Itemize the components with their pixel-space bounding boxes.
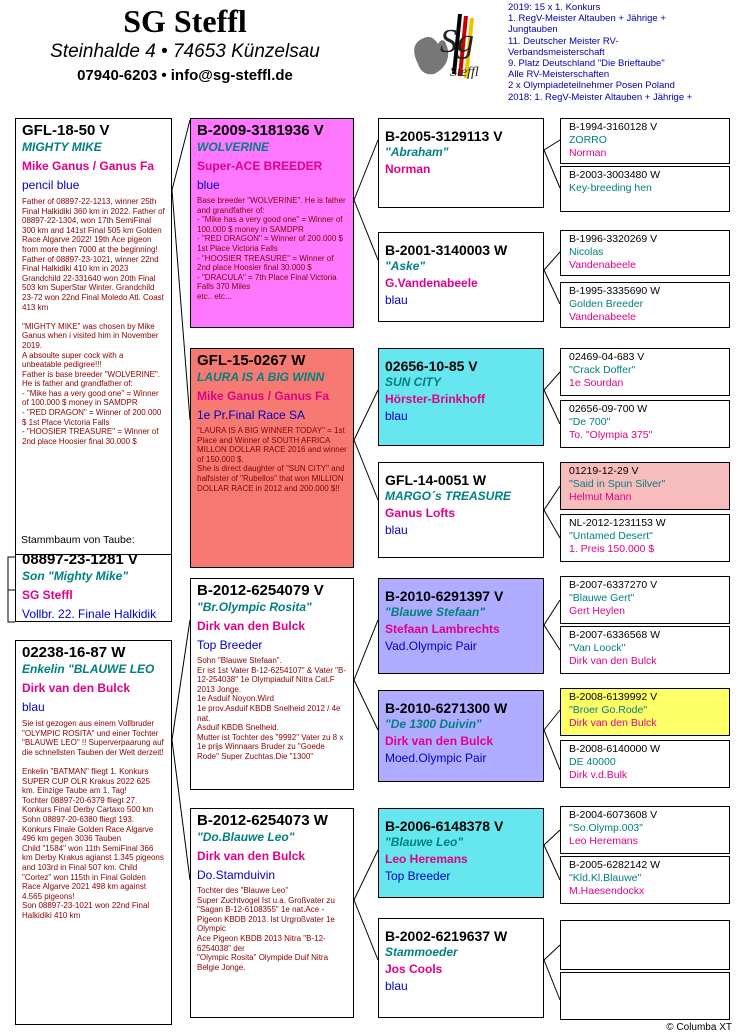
achievement-line: 11. Deutscher Meister RV-: [508, 35, 619, 47]
gen3-breeder: Dirk van den Bulck: [385, 734, 494, 748]
gen4-name: Nicolas: [569, 246, 604, 258]
gen2-ring: B-2012-6254073 W: [197, 812, 328, 829]
gen3-color: blau: [385, 293, 408, 307]
gen3-ring: B-2006-6148378 V: [385, 818, 504, 834]
dam-name: Enkelin "BLAUWE LEO: [22, 662, 155, 676]
sire-ring: GFL-18-50 V: [22, 122, 110, 139]
gen4-ring: B-2005-6282142 W: [569, 859, 661, 871]
gen3-breeder: Leo Heremans: [385, 852, 468, 866]
gen4-name: Key-breeding hen: [569, 182, 652, 194]
subject-card[interactable]: [15, 545, 172, 622]
gen4-card[interactable]: [560, 230, 730, 276]
dam-description: Sie ist gezogen aus einem Vollbruder "OLYMPIC ROSITA" und einer Tochter "BLAUWE LEO" !! Superverpaarung auf die schnellsten Tauben der Welt derzeit! Enkelin "BATMAN" fliegt 1. Konkurs SUPER CUP OLR Krakus 2022 625 km. Einzige Taube am 1. Tag! Tochter 08897-20-6379 fliegt 27. Konkurs Final Derby Cartaxo 500 km Sohn 08897-20-6380 fliegt 193. Konkurs Finale Golden Race Algarve 496 km gegen 3036 Tauben Child "1584" won 11th SemiFinal 366 km Derby Krakus agianst 1.345 pigeons and 103rd in Final 507 km. Child "Cortez" won 115th in Final Golden Race Algarve 2021 498 km against 4.565 pigeons! Son 08897-23-1021 won 22nd Final Halkidiki 410 km: [22, 719, 164, 920]
sire-breeder: Mike Ganus / Ganus Fa: [22, 159, 155, 173]
achievement-line: Verbandsmeisterschaft: [508, 46, 605, 58]
gen3-breeder: G.Vandenabeele: [385, 276, 478, 290]
gen4-ring: B-1995-3335690 W: [569, 285, 661, 297]
gen4-ring: 01219-12-29 V: [569, 465, 639, 477]
sire-name: MIGHTY MIKE: [22, 140, 102, 154]
subject-ring: 08897-23-1281 V: [22, 551, 138, 568]
gen4-ring: 02469-04-683 V: [569, 351, 645, 363]
gen4-name: "Crack Doffer": [569, 364, 636, 376]
gen4-card[interactable]: [560, 920, 730, 970]
achievement-line: Jungtauben: [508, 24, 558, 36]
gen4-name: "So.Olymp.003": [569, 822, 643, 834]
gen4-card[interactable]: [560, 118, 730, 164]
gen4-breeder: Vandenabeele: [569, 259, 636, 271]
gen4-ring: B-2004-6073608 V: [569, 809, 658, 821]
gen4-breeder: Gert Heylen: [569, 605, 626, 617]
gen2-description: Tochter des "Blauwe Leo" Super Zuchtvogel Ist u.a. Großvater zu "Sagan B-12-6108355" 1e nat.Ace - Pigeon KBDB 2013. Ist Urgroßvater 1e Olympic Ace Pigeon KBDB 2013 Nitra "B-12-6254038" der "Olympic Rosita" Olympide Duif Nitra Belgie Jonge.: [197, 886, 335, 972]
gen3-name: "Blauwe Stefaan": [385, 605, 486, 619]
gen3-card[interactable]: [378, 462, 544, 558]
gen2-breeder: Mike Ganus / Ganus Fa: [197, 389, 330, 403]
gen2-ring: B-2012-6254079 V: [197, 582, 324, 599]
gen3-card[interactable]: [378, 348, 544, 446]
gen3-name: "Abraham": [385, 145, 449, 159]
gen4-breeder: Dirk van den Bulck: [569, 717, 657, 729]
club-logo: [398, 4, 494, 94]
gen4-ring: B-2007-6337270 V: [569, 579, 658, 591]
gen2-color: 1e Pr.Final Race SA: [197, 408, 306, 422]
gen2-name: "Do.Blauwe Leo": [197, 830, 295, 844]
gen4-ring: B-2008-6139992 V: [569, 691, 658, 703]
gen3-name: "Blauwe Leo": [385, 835, 464, 849]
gen4-card[interactable]: [560, 400, 730, 448]
gen4-name: "De 700": [569, 416, 611, 428]
gen3-card[interactable]: [378, 690, 544, 782]
gen2-card[interactable]: [190, 578, 354, 790]
gen2-name: WOLVERINE: [197, 140, 270, 154]
gen4-card[interactable]: [560, 806, 730, 854]
gen2-color: Do.Stamduivin: [197, 868, 276, 882]
gen3-ring: B-2010-6271300 W: [385, 700, 508, 716]
gen4-ring: 02656-09-700 W: [569, 403, 648, 415]
dam-color: blau: [22, 700, 45, 714]
gen2-breeder: Dirk van den Bulck: [197, 849, 306, 863]
footer-copyright: © Columba XT: [666, 1022, 732, 1033]
gen2-name: "Br.Olympic Rosita": [197, 600, 312, 614]
gen4-breeder: Dirk van den Bulck: [569, 655, 657, 667]
gen4-card[interactable]: [560, 514, 730, 562]
gen4-name: "Kld.Kl.Blauwe": [569, 872, 642, 884]
achievement-line: 9. Platz Deutschland "Die Brieftaube": [508, 58, 665, 70]
gen4-card[interactable]: [560, 282, 730, 328]
gen4-breeder: Dirk v.d.Bulk: [569, 769, 628, 781]
gen4-card[interactable]: [560, 348, 730, 396]
gen4-breeder: Helmut Mann: [569, 491, 632, 503]
gen3-breeder: Ganus Lofts: [385, 506, 456, 520]
achievement-line: 2018: 1. RegV-Meister Altauben + Jährige +: [508, 91, 693, 103]
gen4-name: "Van Loock": [569, 642, 626, 654]
dam-breeder: Dirk van den Bulck: [22, 681, 131, 695]
gen3-name: "De 1300 Duivin": [385, 717, 482, 731]
gen4-ring: B-2007-6336568 W: [569, 629, 661, 641]
gen3-breeder: Stefaan Lambrechts: [385, 622, 500, 636]
gen4-ring: B-2008-6140000 W: [569, 743, 661, 755]
gen4-name: "Said in Spun Silver": [569, 478, 666, 490]
gen2-card[interactable]: [190, 808, 354, 1018]
gen3-breeder: Norman: [385, 162, 431, 176]
gen2-description: Sohn "Blauwe Stefaan". Er ist 1st Vater B-12-6254107" & Vater "B-12-254038" 1e Olympiaduif Nitra Cat.F 2013 Jonge. 1e Asduif Noyon.Wird 1e prov.Asduif KBDB Snelheid 2012 / 4e nat. Asduif KBDB Snelheid. Mutter ist Tochter des "9992" Vater zu 8 x 1e prijs Winnaars Bruder zu "Goede Rode" Super Zuchtas.Die "1300": [197, 656, 347, 761]
page-title: SG Steffl: [123, 3, 247, 39]
gen3-card[interactable]: [378, 808, 544, 898]
gen3-name: MARGO´s TREASURE: [385, 489, 512, 503]
gen2-ring: B-2009-3181936 V: [197, 122, 324, 139]
achievement-line: Alle RV-Meisterschaften: [508, 69, 610, 81]
gen3-breeder: Jos Cools: [385, 962, 443, 976]
stammbaum-label: Stammbaum von Taube:: [18, 534, 138, 547]
gen4-card[interactable]: [560, 462, 730, 510]
gen4-name: "Untamed Desert": [569, 530, 653, 542]
gen4-breeder: Norman: [569, 147, 607, 159]
gen3-color: blau: [385, 409, 408, 423]
gen4-card[interactable]: [560, 972, 730, 1020]
gen2-description: "LAURA IS A BIG WINNER TODAY" = 1st Place and Winner of SOUTH AFRICA MILLON DOLLAR RACE 2016 and winner of 150.000 $. She is direct daughter of "SUN CITY" and halfsister of "Rubellos" that won MILLION DOLLAR RACE in 2012 and 200.000 $!!: [197, 426, 347, 493]
achievement-line: 2019: 15 x 1. Konkurs: [508, 2, 601, 13]
gen2-card[interactable]: [190, 118, 354, 328]
logo-lettering: Sg: [440, 23, 474, 60]
gen3-ring: B-2001-3140003 W: [385, 242, 508, 258]
gen2-color: blue: [197, 178, 220, 192]
gen3-ring: 02656-10-85 V: [385, 358, 478, 374]
gen3-name: "Aske": [385, 259, 426, 273]
gen4-ring: B-1996-3320269 V: [569, 233, 658, 245]
gen3-ring: GFL-14-0051 W: [385, 472, 487, 488]
dam-ring: 02238-16-87 W: [22, 644, 126, 661]
achievements-list: [508, 2, 738, 103]
address: Steinhalde 4 • 74653 Künzelsau: [50, 41, 320, 62]
contact-info: 07940-6203 • info@sg-steffl.de: [77, 67, 293, 84]
gen3-color: Moed.Olympic Pair: [385, 751, 487, 765]
gen2-card[interactable]: [190, 348, 354, 568]
gen2-breeder: Super-ACE BREEDER: [197, 159, 323, 173]
gen4-name: DE 40000: [569, 756, 616, 768]
subject-name: Son "Mighty Mike": [22, 569, 129, 583]
gen4-card[interactable]: [560, 688, 730, 736]
achievement-line: 1. RegV-Meister Altauben + Jährige +: [508, 13, 666, 25]
gen4-ring: B-1994-3160128 V: [569, 121, 658, 133]
gen4-name: "Blauwe Gert": [569, 592, 635, 604]
gen4-name: Golden Breeder: [569, 298, 644, 310]
gen3-color: Vad.Olympic Pair: [385, 639, 477, 653]
gen3-card[interactable]: [378, 578, 544, 674]
gen3-name: Stammoeder: [385, 945, 458, 959]
gen3-breeder: Hörster-Brinkhoff: [385, 392, 486, 406]
gen3-ring: B-2005-3129113 V: [385, 128, 503, 144]
sire-color: pencil blue: [22, 178, 80, 192]
gen2-color: Top Breeder: [197, 638, 263, 652]
gen4-card[interactable]: [560, 626, 730, 674]
gen4-breeder: Vandenabeele: [569, 311, 636, 323]
achievement-line: 2 x Olympiadeteilnehmer Posen Poland: [508, 80, 675, 92]
gen4-breeder: 1e Sourdan: [569, 377, 624, 389]
gen4-name: "Broer Go.Rode": [569, 704, 648, 716]
gen4-breeder: Leo Heremans: [569, 835, 638, 847]
gen4-name: ZORRO: [569, 134, 607, 146]
gen3-color: Top Breeder: [385, 869, 451, 883]
gen4-card[interactable]: [560, 856, 730, 904]
gen2-description: Base breeder "WOLVERINE". He is father and grandfather of: - "Mike has a very good one" = Winner of 100.000 $ money in SAMDPR - "RED DRAGON" = Winner of 200.000 $ 1st Place Victoria Falls - "HOOSIER TREASURE" = Winner of 2nd place Hoosier final 30.000 $ - "DRACULA" = 7th Place Final Victoria Falls 370 Miles etc.. etc...: [197, 196, 346, 301]
gen4-card[interactable]: [560, 576, 730, 624]
gen3-name: SUN CITY: [385, 375, 442, 389]
sire-card[interactable]: [15, 118, 172, 555]
subject-breeder: SG Steffl: [22, 588, 73, 602]
svg-text:Steffl: Steffl: [450, 65, 479, 80]
gen3-ring: B-2002-6219637 W: [385, 928, 508, 944]
dove-logo-icon: [398, 4, 494, 94]
gen4-card[interactable]: [560, 166, 730, 212]
gen3-card[interactable]: [378, 232, 544, 322]
gen2-ring: GFL-15-0267 W: [197, 352, 306, 369]
gen3-color: blau: [385, 979, 408, 993]
gen2-breeder: Dirk van den Bulck: [197, 619, 306, 633]
gen3-ring: B-2010-6291397 V: [385, 588, 504, 604]
gen2-name: LAURA IS A BIG WINN: [197, 370, 325, 384]
sire-description: Father of 08897-22-1213, winner 25th Final Halkidiki 360 km in 2022. Father of 08897-22-1304, won 17th SemiFinal 300 km and 141st Final 505 km Golden Race Algarve 2022! 19th Ace pigeon from more then 7000 at the beginning! Father of 08897-23-1021, winner 22nd Final Halkidiki 410 km in 2023 Grandchild 22-331640 won 20th Final 503 km SuperStar Winter. Grandchild 23-72 won 22nd Final Moledo Atl. Coast 413 km "MIGHTY MIKE" was chosen by Mike Ganus when i visited him in November 2019. A absoulte super cock with a unbeatable pedigree!!! Father is base breeder "WOLVERINE". He is father and grandfather of: - "Mike has a very good one" = Winner of 100.000 $ money in SAMDPR - "RED DRAGON" = Winner of 200.000 $ 1st Place Victoria Falls - "HOOSIER TREASURE" = Winner of 2nd place Hoosier final 30.000 $: [22, 197, 165, 446]
gen4-ring: NL-2012-1231153 W: [569, 517, 666, 529]
gen4-breeder: 1. Preis 150.000 $: [569, 543, 655, 555]
gen4-breeder: M.Haesendockx: [569, 885, 645, 897]
gen4-breeder: To. "Olympia 375": [569, 429, 653, 441]
gen4-card[interactable]: [560, 740, 730, 788]
gen3-color: blau: [385, 523, 408, 537]
gen3-card[interactable]: [378, 118, 544, 208]
gen4-ring: B-2003-3003480 W: [569, 169, 661, 181]
gen3-card[interactable]: [378, 918, 544, 1018]
subject-color: Vollbr. 22. Finale Halkidik: [22, 607, 157, 621]
dam-card[interactable]: [15, 640, 172, 1025]
